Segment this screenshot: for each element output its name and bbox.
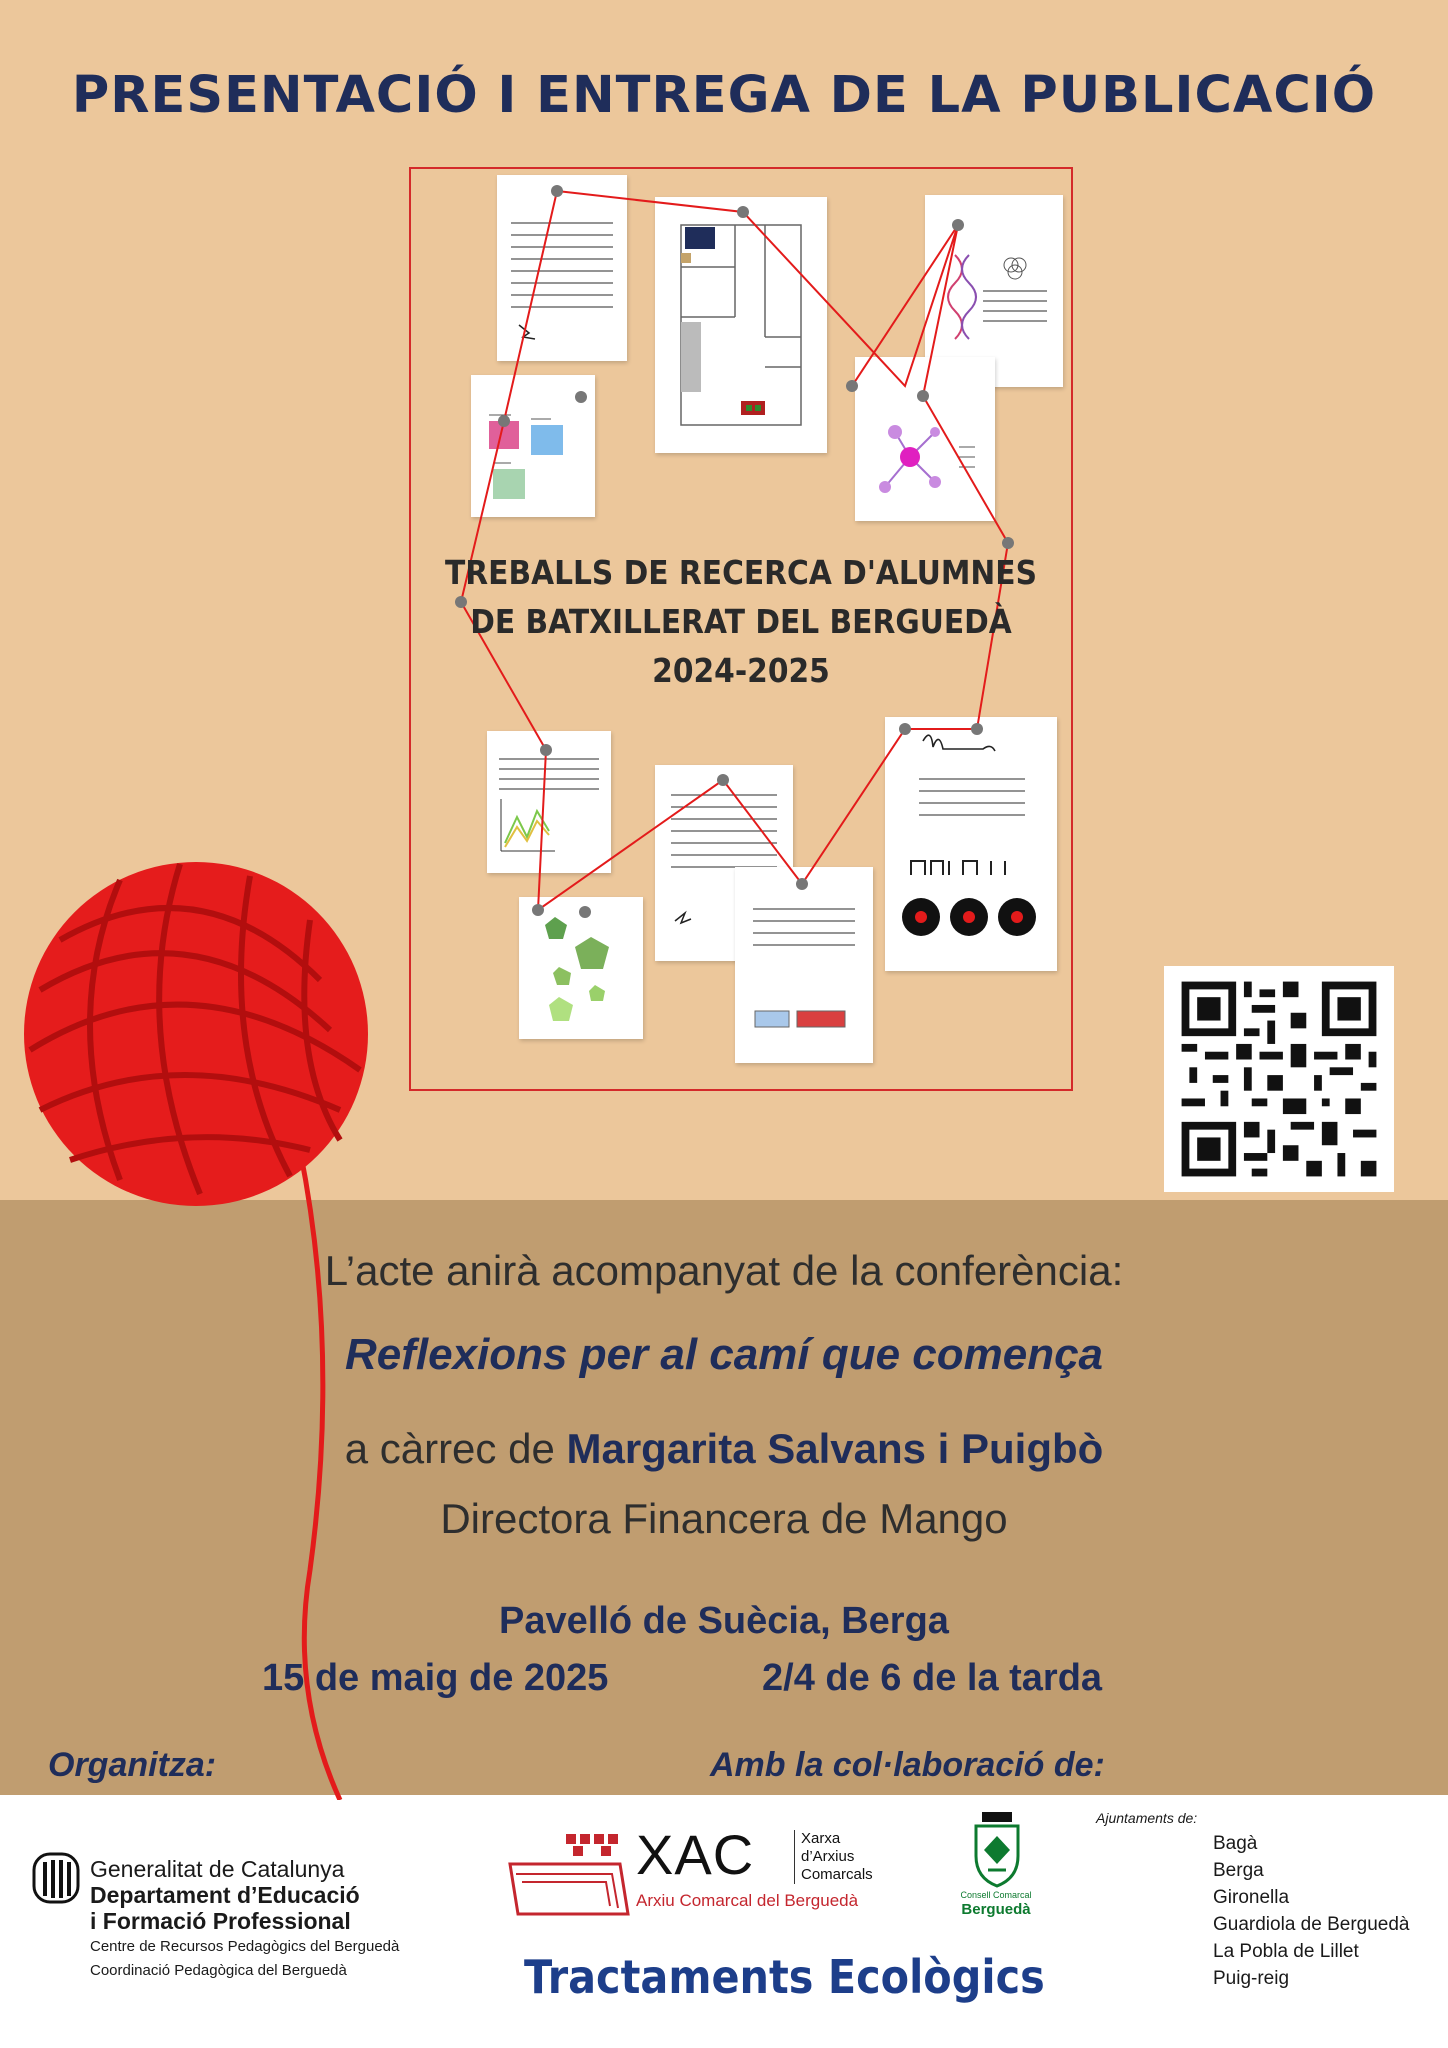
- xac-logo-icon: [506, 1830, 634, 1920]
- event-venue: Pavelló de Suècia, Berga: [499, 1600, 949, 1642]
- qr-code[interactable]: [1164, 966, 1394, 1192]
- list-item: Berga: [1213, 1860, 1264, 1881]
- ajuntaments-label: Ajuntaments de:: [1096, 1810, 1198, 1826]
- ajuntaments-list: [1213, 1830, 1409, 1992]
- list-item: Puig-reig: [1213, 1968, 1290, 1989]
- speaker-line: [0, 1425, 1448, 1473]
- xac-network-line-2: d’Arxius: [801, 1848, 855, 1865]
- list-item: La Pobla de Lillet: [1213, 1941, 1359, 1962]
- generalitat-logo-icon: [32, 1852, 80, 1906]
- organitza-label: Organitza:: [48, 1746, 217, 1784]
- consell-name: Berguedà: [961, 1901, 1031, 1918]
- department-name-1: Departament d’Educació: [90, 1882, 360, 1908]
- department-name-2: i Formació Professional: [90, 1908, 351, 1934]
- publication-line-3: 2024-2025: [652, 651, 830, 690]
- publication-title: [442, 548, 1040, 695]
- tractaments-logo: Tractaments Ecològics: [524, 1950, 1045, 2004]
- event-date: 15 de maig de 2025: [262, 1657, 609, 1699]
- xac-network-line-1: Xarxa: [801, 1830, 841, 1847]
- collaboration-label: Amb la col·laboració de:: [710, 1746, 1105, 1784]
- list-item: Gironella: [1213, 1887, 1290, 1908]
- speaker-role: Directora Financera de Mango: [440, 1495, 1008, 1542]
- list-item: Bagà: [1213, 1833, 1258, 1854]
- xac-subtitle: Arxiu Comarcal del Berguedà: [636, 1891, 859, 1910]
- xac-name: XAC: [636, 1823, 755, 1886]
- event-intro: L’acte anirà acompanyat de la conferència:: [324, 1247, 1124, 1294]
- coordination-name: Coordinació Pedagògica del Berguedà: [90, 1962, 347, 1979]
- crp-name: Centre de Recursos Pedagògics del Berguedà: [90, 1938, 400, 1955]
- list-item: Guardiola de Berguedà: [1213, 1914, 1410, 1935]
- yarn-ball-illustration: [0, 820, 460, 1800]
- xac-network: [794, 1830, 901, 1884]
- publication-line-1: TREBALLS DE RECERCA D'ALUMNES: [445, 553, 1037, 592]
- event-time: 2/4 de 6 de la tarda: [762, 1657, 1103, 1699]
- consell-comarcal-shield-icon: [972, 1810, 1022, 1888]
- conference-title: Reflexions per al camí que comença: [344, 1330, 1104, 1379]
- speaker-name: Margarita Salvans i Puigbò: [566, 1425, 1104, 1472]
- speaker-prefix: a càrrec de: [344, 1425, 555, 1472]
- generalitat-name: Generalitat de Catalunya: [90, 1856, 345, 1882]
- page-title: PRESENTACIÓ I ENTREGA DE LA PUBLICACIÓ: [71, 66, 1377, 125]
- consell-label: Consell Comarcal: [960, 1890, 1032, 1900]
- xac-network-line-3: Comarcals: [801, 1866, 873, 1883]
- publication-line-2: DE BATXILLERAT DEL BERGUEDÀ: [470, 602, 1012, 641]
